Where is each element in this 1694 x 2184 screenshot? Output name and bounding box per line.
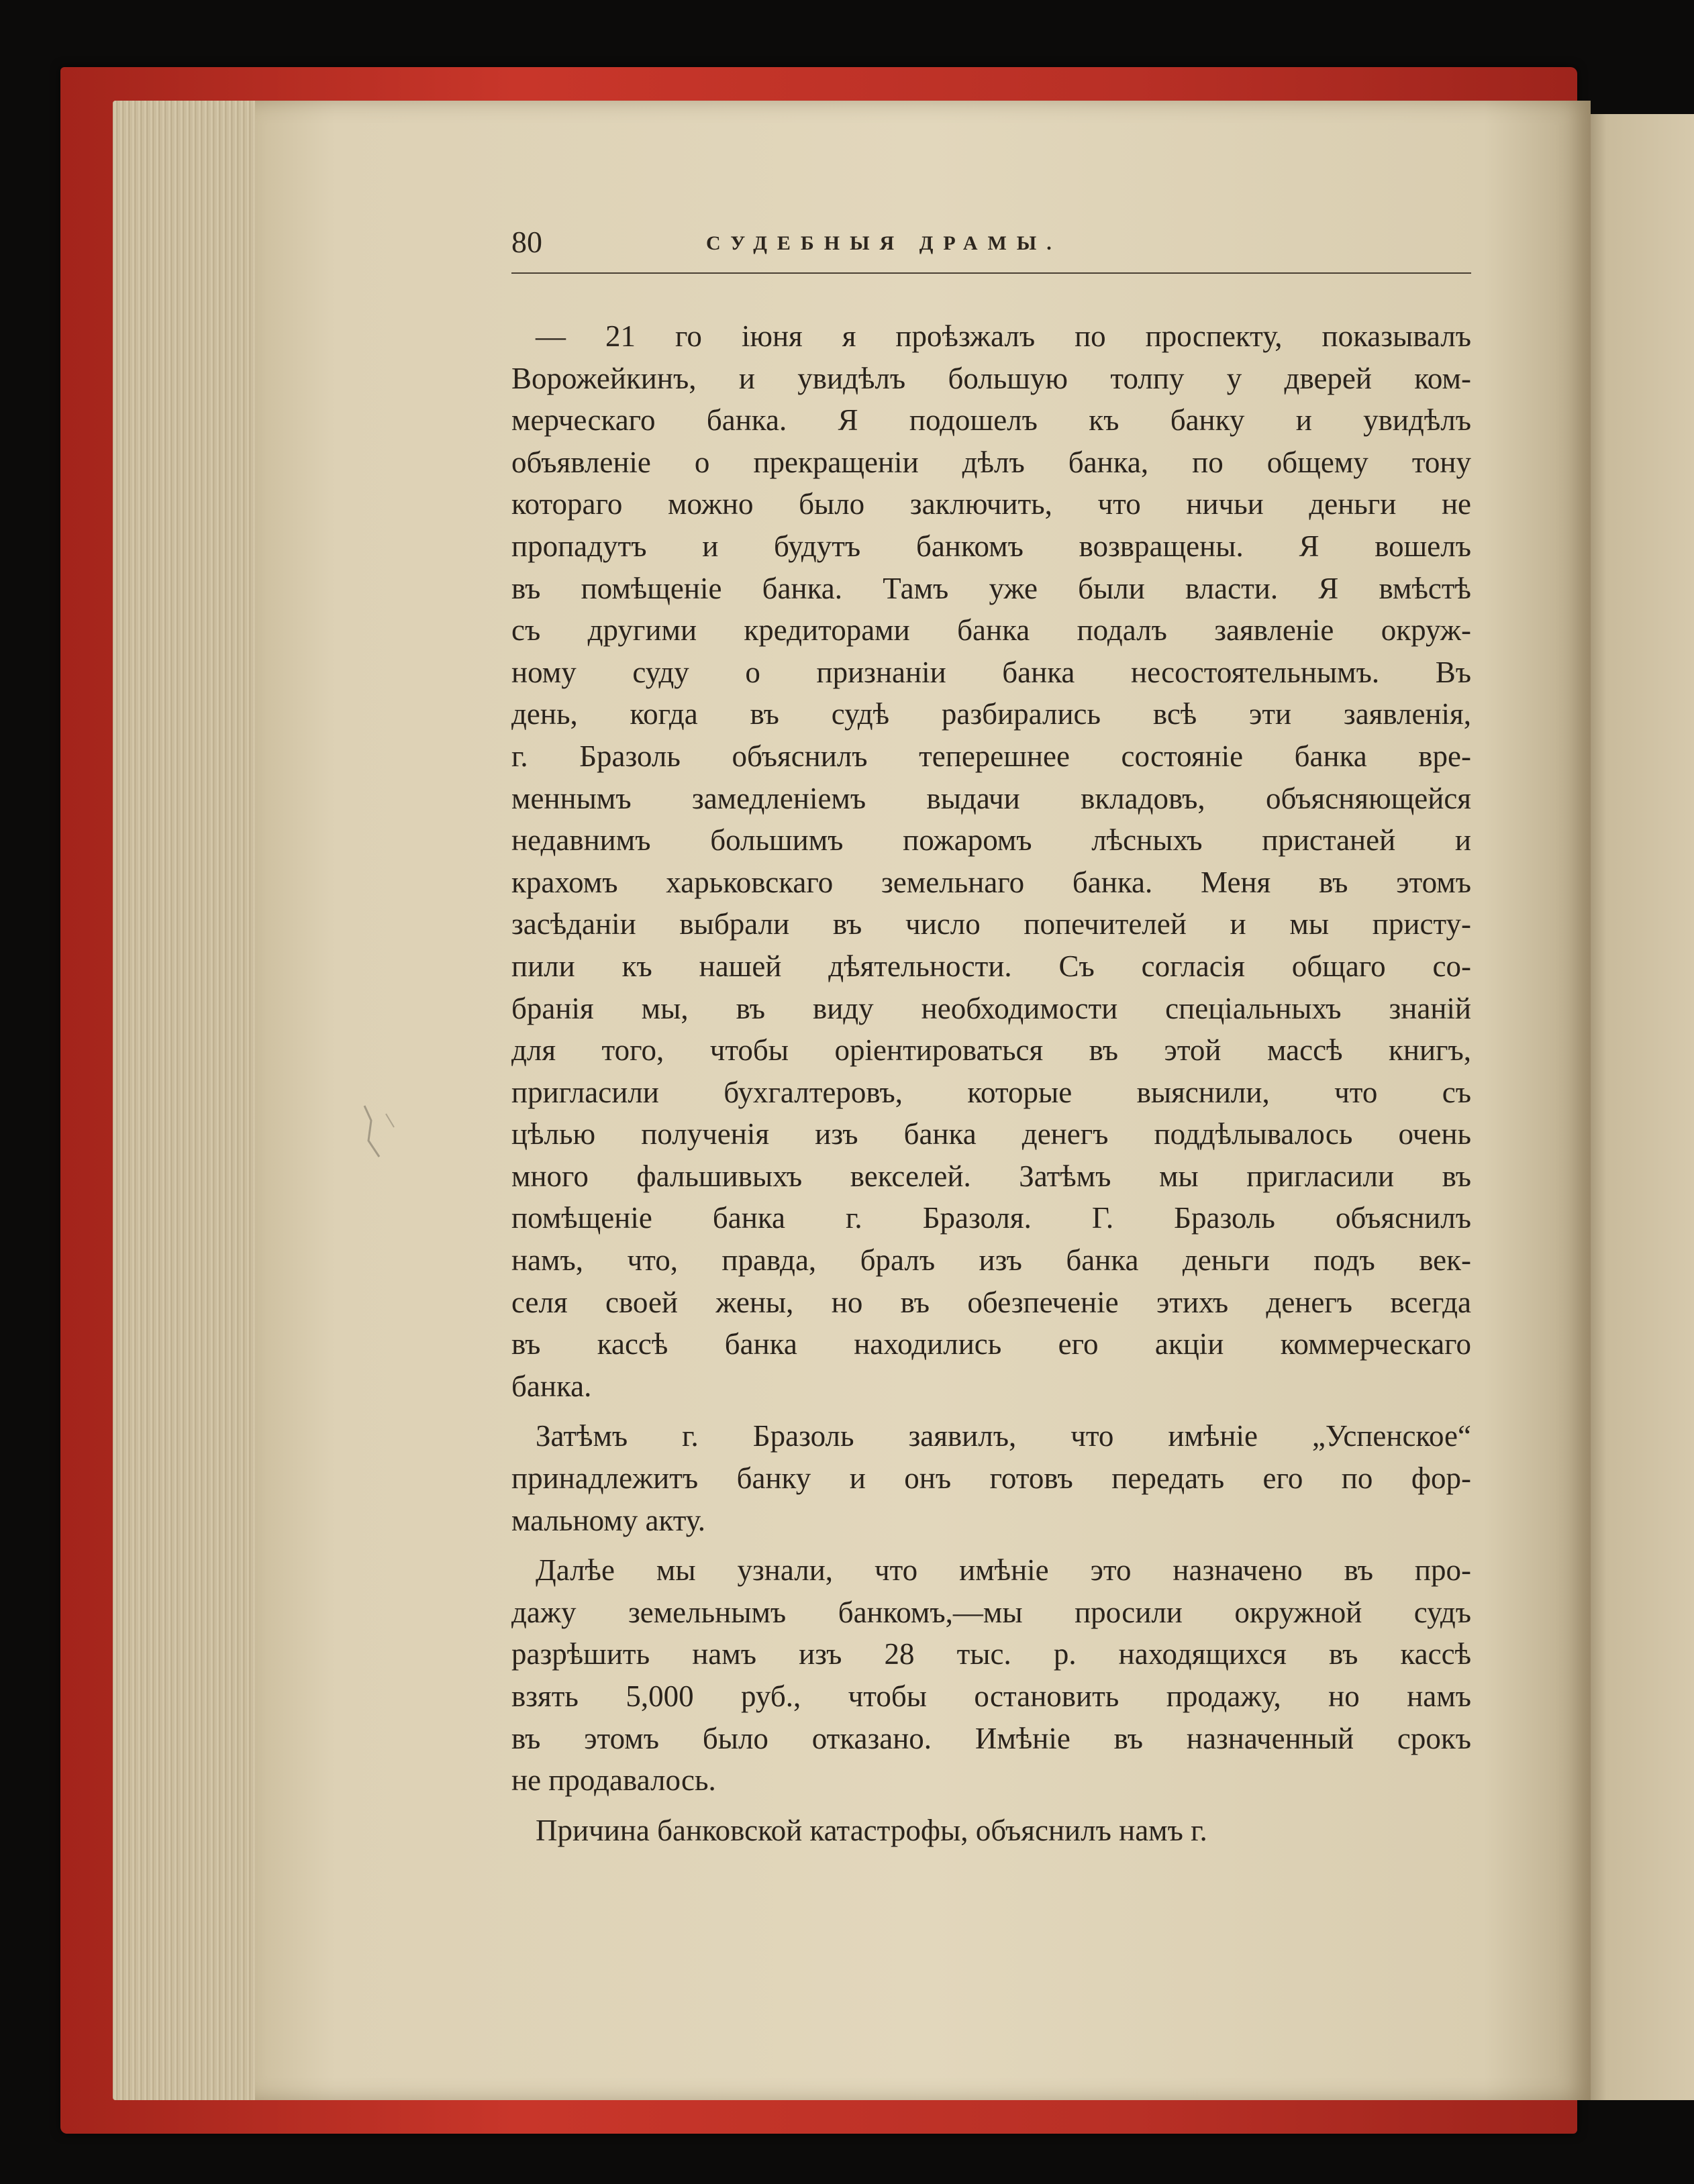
text-line: съ другими кредиторами банка подалъ заявленіе окруж- bbox=[511, 613, 1471, 647]
text-line: день, когда въ судѣ разбирались всѣ эти заявленія, bbox=[511, 697, 1471, 731]
text-line: въ помѣщеніе банка. Тамъ уже были власти. Я вмѣстѣ bbox=[511, 571, 1471, 605]
text-line: — 21 го іюня я проѣзжалъ по проспекту, показывалъ bbox=[536, 319, 1471, 353]
text-line: пригласили бухгалтеровъ, которые выяснили, что съ bbox=[511, 1075, 1471, 1109]
running-title: СУДЕБНЫЯ ДРАМЫ. bbox=[706, 232, 1062, 254]
text-line: Далѣе мы узнали, что имѣніе это назначено въ про- bbox=[536, 1553, 1471, 1588]
text-line: пропадутъ и будутъ банкомъ возвращены. Я вошелъ bbox=[511, 529, 1471, 563]
pencil-mark-icon bbox=[359, 1100, 399, 1161]
text-line: разрѣшить намъ изъ 28 тыс. р. находящихся въ кассѣ bbox=[511, 1637, 1471, 1671]
text-line: Затѣмъ г. Бразоль заявилъ, что имѣніе „Успенское“ bbox=[536, 1419, 1471, 1453]
paragraph bbox=[511, 1415, 1471, 1541]
paragraph-gap bbox=[511, 1802, 1471, 1810]
facing-page bbox=[1577, 114, 1694, 2100]
text-line: засѣданіи выбрали въ число попечителей и мы присту- bbox=[511, 907, 1471, 941]
paragraph bbox=[511, 1549, 1471, 1802]
paragraph-gap bbox=[511, 1407, 1471, 1415]
body-text bbox=[511, 315, 1471, 1851]
text-line: въ этомъ было отказано. Имѣніе въ назначенный срокъ bbox=[511, 1721, 1471, 1755]
text-line: недавнимъ большимъ пожаромъ лѣсныхъ пристаней и bbox=[511, 823, 1471, 857]
running-head bbox=[511, 220, 1471, 274]
paragraph bbox=[511, 315, 1471, 1407]
text-line: для того, чтобы оріентироваться въ этой массѣ книгъ, bbox=[511, 1033, 1471, 1068]
text-line: принадлежитъ банку и онъ готовъ передать его по фор- bbox=[511, 1461, 1471, 1496]
text-line: банка. bbox=[511, 1369, 592, 1403]
text-line: въ кассѣ банка находились его акціи коммерческаго bbox=[511, 1327, 1471, 1361]
text-line: крахомъ харьковскаго земельнаго банка. Меня въ этомъ bbox=[511, 865, 1471, 899]
paragraph bbox=[511, 1810, 1471, 1852]
text-line: много фальшивыхъ векселей. Затѣмъ мы пригласили въ bbox=[511, 1159, 1471, 1193]
page-number: 80 bbox=[511, 225, 542, 259]
text-line: бранія мы, въ виду необходимости спеціальныхъ знаній bbox=[511, 991, 1471, 1025]
paragraph-gap bbox=[511, 1541, 1471, 1549]
text-line: селя своей жены, но въ обезпеченіе этихъ денегъ всегда bbox=[511, 1285, 1471, 1319]
text-line: ному суду о признаніи банка несостоятельнымъ. Въ bbox=[511, 655, 1471, 689]
text-line: цѣлью полученія изъ банка денегъ поддѣлывалось очень bbox=[511, 1117, 1471, 1151]
text-line: мерческаго банка. Я подошелъ къ банку и увидѣлъ bbox=[511, 403, 1471, 437]
text-line: дажу земельнымъ банкомъ,—мы просили окружной судъ bbox=[511, 1595, 1471, 1629]
header-rule bbox=[511, 272, 1471, 274]
text-line: Ворожейкинъ, и увидѣлъ большую толпу у дверей ком- bbox=[511, 361, 1471, 395]
page-edges bbox=[113, 101, 267, 2100]
text-line: пили къ нашей дѣятельности. Съ согласія общаго со- bbox=[511, 949, 1471, 983]
text-line: г. Бразоль объяснилъ теперешнее состояніе банка вре- bbox=[511, 739, 1471, 773]
text-line: объявленіе о прекращеніи дѣлъ банка, по общему тону bbox=[511, 445, 1471, 479]
text-line: помѣщеніе банка г. Бразоля. Г. Бразоль объяснилъ bbox=[511, 1201, 1471, 1235]
text-line: взять 5,000 руб., чтобы остановить продажу, но намъ bbox=[511, 1679, 1471, 1713]
text-line: меннымъ замедленіемъ выдачи вкладовъ, объясняющейся bbox=[511, 781, 1471, 815]
text-line: котораго можно было заключить, что ничьи деньги не bbox=[511, 487, 1471, 521]
text-line: не продавалось. bbox=[511, 1763, 716, 1798]
text-line: мальному акту. bbox=[511, 1503, 706, 1537]
text-line: Причина банковской катастрофы, объяснилъ намъ г. bbox=[536, 1813, 1207, 1847]
text-line: намъ, что, правда, бралъ изъ банка деньги подъ век- bbox=[511, 1243, 1471, 1278]
